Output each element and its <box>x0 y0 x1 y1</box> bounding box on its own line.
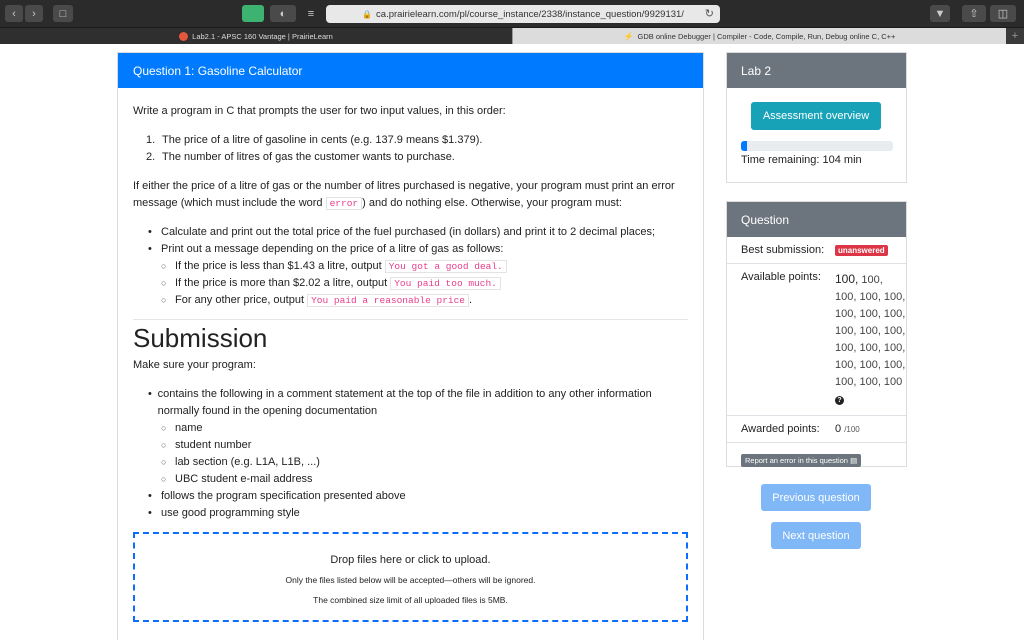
list-item: ○ For any other price, output You paid a reasonable price . <box>161 294 473 306</box>
list-text: Calculate and print out the total price of the fuel purchased (in dollars) and print it to 2 decimal places; <box>161 226 656 238</box>
points-first: 100, <box>835 272 859 286</box>
file-dropzone[interactable] <box>133 532 688 622</box>
list-text: The price of a litre of gasoline in cents (e.g. 137.9 means $1.379). <box>162 134 483 146</box>
list-text: lab section (e.g. L1A, L1B, ...) <box>175 456 320 468</box>
submission-list <box>148 386 688 522</box>
fields-list <box>161 420 688 488</box>
sidebar-toggle-icon[interactable]: □ <box>53 5 73 22</box>
list-text: follows the program specification presented above <box>161 490 406 502</box>
question-info-header: Question <box>727 202 906 237</box>
case-code: You got a good deal. <box>385 260 507 273</box>
list-item: ○ lab section (e.g. L1A, L1B, ...) <box>161 454 688 471</box>
previous-question-button[interactable]: Previous question <box>761 484 871 511</box>
case-code: You paid a reasonable price <box>307 294 469 307</box>
lab-card <box>726 52 907 183</box>
list-item: ○ name <box>161 420 688 437</box>
tab-bar <box>0 28 1024 44</box>
status-badge: unanswered <box>835 245 888 256</box>
forward-icon[interactable]: › <box>25 5 43 22</box>
share-icon[interactable]: ⇧ <box>962 5 986 22</box>
next-question-button[interactable]: Next question <box>771 522 861 549</box>
list-item: ○ student number <box>161 437 688 454</box>
report-error-button[interactable] <box>741 454 861 467</box>
awarded-max: /100 <box>844 425 860 434</box>
report-icon: ▤ <box>850 456 858 465</box>
tab-gdb-online[interactable] <box>512 28 1006 44</box>
list-item: • Print out a message depending on the price of a litre of gas as follows: <box>148 241 688 258</box>
list-number: 1. <box>146 134 156 146</box>
best-submission-label: Best submission: <box>741 244 825 256</box>
list-text: contains the following in a comment statement at the top of the file in addition to any other information normally found in the opening documentation <box>157 388 652 417</box>
points-line: 100, 100, 100, <box>835 342 906 354</box>
time-remaining: Time remaining: 104 min <box>741 154 862 166</box>
help-icon[interactable]: ? <box>835 396 844 405</box>
address-bar[interactable] <box>326 5 720 23</box>
available-points-label: Available points: <box>741 271 821 283</box>
submission-intro: Make sure your program: <box>133 359 256 371</box>
submission-title: Submission <box>133 323 268 353</box>
dropzone-title: Drop files here or click to upload. <box>330 554 491 566</box>
points-line: 100, 100, 100, <box>835 308 906 320</box>
lock-icon: 🔒 <box>362 9 373 19</box>
assessment-overview-button[interactable]: Assessment overview <box>751 102 881 130</box>
error-code: error <box>326 197 363 210</box>
question-info-card <box>726 201 907 467</box>
case-code: You paid too much. <box>390 277 501 290</box>
divider <box>133 319 688 320</box>
available-points-row <box>727 264 906 416</box>
url-text: ca.prairielearn.com/pl/course_instance/2338/instance_question/9929131/ <box>376 8 684 20</box>
new-tab-icon[interactable]: + <box>1011 30 1019 42</box>
bolt-favicon-icon: ⚡ <box>623 31 634 41</box>
list-text: student number <box>175 439 252 451</box>
list-item: ○ If the price is more than $2.02 a litre, output You paid too much. <box>161 275 688 292</box>
question-header: Question 1: Gasoline Calculator <box>118 53 703 88</box>
list-item <box>146 149 688 166</box>
case-text: If the price is less than $1.43 a litre, output <box>175 260 385 272</box>
list-item: • contains the following in a comment statement at the top of the file in addition to any other information normally found in the opening documentation <box>148 386 688 420</box>
error-text-after: ) and do nothing else. Otherwise, your program must: <box>362 197 622 209</box>
points-line: 100, 100, 100, <box>835 291 906 303</box>
reload-icon[interactable]: ↻ <box>704 8 714 20</box>
tabs-overview-icon[interactable]: ◫ <box>990 5 1016 22</box>
browser-toolbar <box>0 0 1024 28</box>
awarded-points-row <box>727 416 906 443</box>
list-item: • use good programming style <box>148 505 688 522</box>
dropzone-size-note: The combined size limit of all uploaded files is 5MB. <box>313 595 508 605</box>
list-item <box>146 132 688 149</box>
awarded-points-value <box>835 416 906 442</box>
lab-header: Lab 2 <box>727 53 906 88</box>
question-card <box>117 52 704 640</box>
download-icon[interactable]: ▼ <box>930 5 950 22</box>
extension-icon[interactable] <box>242 5 264 22</box>
list-item: ○ UBC student e-mail address <box>161 471 688 488</box>
tab-title: Lab2.1 - APSC 160 Vantage | PrairieLearn <box>192 31 333 41</box>
tab-title: GDB online Debugger | Compiler - Code, Compile, Run, Debug online C, C++ <box>637 31 896 41</box>
question-intro: Write a program in C that prompts the user for two input values, in this order: <box>133 105 506 117</box>
points-line: 100, <box>858 274 883 286</box>
time-progress-fill <box>741 141 747 151</box>
back-icon[interactable]: ‹ <box>5 5 23 22</box>
best-submission-row <box>727 237 906 264</box>
report-error-label: Report an error in this question <box>745 456 848 465</box>
list-text: UBC student e-mail address <box>175 473 313 485</box>
input-list <box>146 132 688 166</box>
points-line: 100, 100, 100 <box>835 376 903 388</box>
tab-prairielearn[interactable] <box>0 28 512 44</box>
requirements-list <box>148 224 688 309</box>
list-item: ○ If the price is less than $1.43 a litre, output You got a good deal. <box>161 258 688 275</box>
privacy-icon[interactable]: ◐ <box>270 5 296 22</box>
awarded-points-label: Awarded points: <box>741 423 820 435</box>
cases-list <box>161 258 688 309</box>
available-points-value <box>835 264 906 415</box>
best-submission-value <box>835 237 906 263</box>
error-text: If either the price of a litre of gas or the number of litres purchased is negative, your program must print an error message (which must include the word <box>133 180 675 209</box>
case-text: If the price is more than $2.02 a litre, output <box>175 277 391 289</box>
list-text: name <box>175 422 203 434</box>
list-number: 2. <box>146 151 156 163</box>
points-line: 100, 100, 100, <box>835 325 906 337</box>
time-progress-bar <box>741 141 893 151</box>
list-text: The number of litres of gas the customer wants to purchase. <box>162 151 455 163</box>
points-line: 100, 100, 100, <box>835 359 906 371</box>
prairielearn-favicon-icon <box>179 32 188 41</box>
awarded-value: 0 <box>835 423 842 435</box>
case-text: For any other price, output <box>175 294 308 306</box>
list-item: • Calculate and print out the total price of the fuel purchased (in dollars) and print it to 2 decimal places; <box>148 224 688 241</box>
list-text: use good programming style <box>161 507 300 519</box>
case-after: . <box>469 294 473 306</box>
dropzone-note: Only the files listed below will be accepted—others will be ignored. <box>285 575 536 585</box>
list-text: Print out a message depending on the price of a litre of gas as follows: <box>161 243 504 255</box>
question-body <box>118 88 703 622</box>
reader-icon[interactable]: ≡ <box>307 7 315 20</box>
list-item: • follows the program specification presented above <box>148 488 688 505</box>
error-paragraph <box>133 178 688 212</box>
